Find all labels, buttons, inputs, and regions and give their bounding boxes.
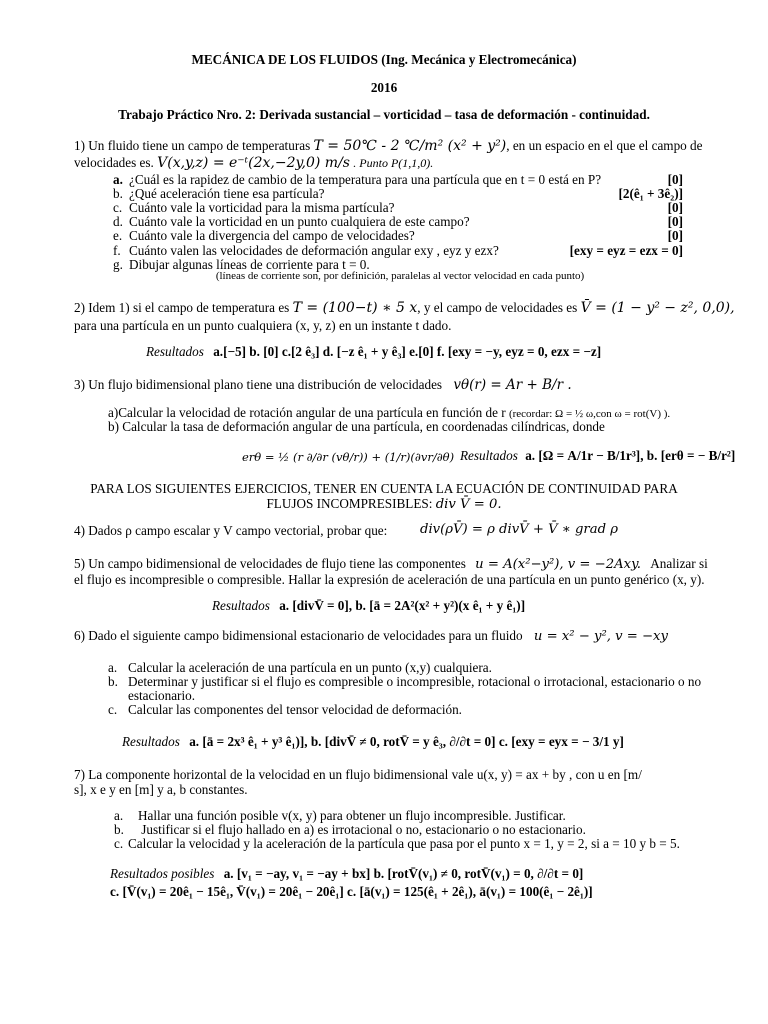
question-label: c.	[113, 200, 123, 216]
ex7-results-line1	[110, 866, 583, 883]
ex1-intro-text: 1) Un fluido tiene un campo de temperaturas	[74, 138, 311, 153]
ex6-item-b	[108, 674, 701, 691]
ex7-item-c-text: Calcular la velocidad y la aceleración de la partícula que pasa por el punto x = 1, y = 2, si a = 10 y b = 5.	[128, 836, 680, 851]
question-label: d.	[113, 214, 123, 230]
question-answer: [0]	[667, 214, 683, 230]
ex2-results	[146, 344, 601, 361]
ex2-text-a: 2) Idem 1) si el campo de temperatura es	[74, 300, 290, 315]
question-text: ¿Cuál es la rapidez de cambio de la temperatura para una partícula que en t = 0 está en P?	[129, 172, 602, 187]
ex7-results-line2: c. [V̄(v₁) = 20ê₁ − 15ê₁, V̄(v₁) = 20ê₁ − 20ê₁] c. [ā(v₁) = 125(ê₁ + 2ê₁), ā(v₁) = 100(ê₁ − 2ê₁)]	[110, 884, 593, 899]
ex6-item-c-label: c.	[108, 702, 118, 717]
ex6-intro	[74, 628, 668, 646]
ex3-item-a-text: a)Calcular la velocidad de rotación angular de una partícula en función de r	[108, 405, 506, 420]
question-text: Cuánto vale la divergencia del campo de velocidades?	[129, 228, 415, 244]
ex1-temperature-field: T = 50℃ - 2 ℃/m² (x² + y²)	[313, 138, 507, 154]
question-label: b.	[113, 186, 123, 202]
ex7-item-c	[114, 836, 680, 853]
question-label: e.	[113, 228, 123, 244]
ex7-item-a-label: a.	[114, 808, 124, 823]
ex7-results-values-1: a. [v₁ = −ay, v₁ = −ay + bx] b. [rotV̄(v₁) ≠ 0, rotV̄(v₁) = 0, ∂/∂t = 0]	[223, 866, 584, 881]
ex2-line2: para una partícula en un punto cualquiera (x, y, z) en un instante t dado.	[74, 318, 452, 333]
ex7-item-b-label: b.	[114, 822, 124, 837]
ex3-item-b: b) Calcular la tasa de deformación angular de una partícula, en coordenadas cilíndricas, donde	[108, 419, 605, 434]
ex5-results	[212, 598, 525, 615]
ex5-results-values: a. [divV̄ = 0], b. [ā = 2A²(x² + y²)(x ê₁ + y ê₁)]	[279, 598, 526, 613]
ex7-results-label: Resultados posibles	[110, 866, 215, 881]
ex6-item-c-text: Calcular las componentes del tensor velocidad de deformación.	[128, 702, 462, 717]
section-continuity-equation: div V̄ = 0.	[435, 497, 502, 512]
ex2-velocity-field: V̄ = (1 − y² − z², 0,0),	[580, 300, 735, 316]
question-text: Dibujar algunas líneas de corriente para t = 0.	[129, 256, 370, 272]
document-subtitle: Trabajo Práctico Nro. 2: Derivada sustancial – vorticidad – tasa de deformación - continuidad.	[118, 107, 650, 122]
ex1-note: (líneas de corriente son, por definición, paralelas al vector velocidad en cada punto)	[215, 270, 585, 282]
ex5-results-label: Resultados	[212, 598, 270, 613]
document-year: 2016	[370, 80, 398, 95]
question-label: g.	[113, 256, 123, 272]
ex1-intro-line2	[74, 155, 433, 173]
ex2-temperature-field: T = (100−t) ∗ 5 x	[292, 300, 418, 316]
question-answer: [0]	[667, 228, 683, 244]
ex6-item-a-label: a.	[108, 660, 118, 675]
ex7-line1: 7) La componente horizontal de la velocidad en un flujo bidimensional vale u(x, y) = ax + by , con u en [m/	[74, 767, 642, 782]
ex4-equation: div(ρV̄) = ρ divV̄ + V̄ ∗ grad ρ	[420, 522, 618, 537]
question-answer: [0]	[667, 200, 683, 216]
question-label: a.	[113, 172, 123, 187]
ex2-line1	[74, 300, 735, 318]
ex1-intro-line1	[74, 138, 703, 156]
ex7-item-b-text: Justificar si el flujo hallado en a) es irrotacional o no, estacionario o no estacionario.	[138, 822, 586, 837]
ex3-velocity-formula: vθ(r) = Ar + B/r .	[453, 377, 572, 393]
ex5-text-b: Analizar si	[650, 556, 708, 571]
ex6-item-b-label: b.	[108, 674, 118, 689]
question-text: Cuánto valen las velocidades de deformación angular exy , eyz y ezx?	[129, 242, 499, 258]
question-answer: [0]	[667, 172, 683, 187]
ex1-velocity-field: V(x,y,z) = e⁻ᵗ(2x,−2y,0) m/s	[157, 155, 350, 171]
document-title: MECÁNICA DE LOS FLUIDOS (Ing. Mecánica y Electromecánica)	[191, 52, 577, 67]
question-text: Cuánto vale la vorticidad para la misma partícula?	[129, 200, 395, 216]
ex3-results	[460, 448, 735, 465]
ex1-point: . Punto P(1,1,0).	[353, 156, 434, 170]
ex5-components: u = A(x²−y²), v = −2Axy.	[475, 557, 641, 572]
section-heading-text: FLUJOS INCOMPRESIBLES:	[266, 496, 433, 511]
ex2-results-label: Resultados	[146, 344, 204, 359]
ex6-item-b-cont: estacionario.	[128, 688, 196, 703]
question-text: Cuánto vale la vorticidad en un punto cualquiera de este campo?	[129, 214, 470, 230]
question-label: f.	[113, 242, 121, 258]
ex5-text-a: 5) Un campo bidimensional de velocidades de flujo tiene las componentes	[74, 556, 466, 571]
ex3-results-label: Resultados	[460, 448, 518, 463]
ex6-item-b-text: Determinar y justificar si el flujo es compresible o incompresible, rotacional o irrotacional, estacionario o no	[128, 674, 702, 689]
ex6-item-a-text: Calcular la aceleración de una partícula en un punto (x,y) cualquiera.	[128, 660, 492, 675]
ex2-text-b: , y el campo de velocidades es	[417, 300, 578, 315]
ex5-line1	[74, 556, 708, 574]
ex3-intro-text: 3) Un flujo bidimensional plano tiene una distribución de velocidades	[74, 377, 443, 392]
ex6-components: u = x² − y², v = −xy	[533, 629, 668, 644]
ex2-results-values: a.[−5] b. [0] c.[2 ê₃] d. [−z ê₁ + y ê₃] e.[0] f. [exy = −y, eyz = 0, ezx = −z]	[213, 344, 602, 359]
ex7-item-a-text: Hallar una función posible v(x, y) para obtener un flujo incompresible. Justificar.	[138, 808, 566, 823]
ex6-results	[122, 734, 624, 751]
ex6-results-values: a. [ā = 2x³ ê₁ + y³ ê₁)], b. [divV̄ ≠ 0, rotV̄ = y ê₃, ∂/∂t = 0] c. [exy = eyx = − 3/1 y]	[189, 734, 624, 749]
ex1-intro-text-c: velocidades es.	[74, 155, 154, 170]
section-heading-line1: PARA LOS SIGUIENTES EJERCICIOS, TENER EN CUENTA LA ECUACIÓN DE CONTINUIDAD PARA	[90, 481, 678, 496]
section-heading-line2	[0, 496, 768, 514]
ex6-results-label: Resultados	[122, 734, 180, 749]
ex3-item-a-hint: (recordar: Ω = ½ ω,con ω = rot(V) ).	[508, 408, 671, 420]
question-text: ¿Qué aceleración tiene esa partícula?	[129, 186, 325, 202]
ex1-intro-text-b: , en un espacio en el que el campo de	[506, 138, 703, 153]
ex7-line2: s], x e y en [m] y a, b constantes.	[74, 782, 248, 797]
ex3-strain-formula: erθ = ½ (r ∂/∂r (vθ/r)) + (1/r)(∂vr/∂θ)	[242, 450, 455, 464]
ex5-line2: el flujo es incompresible o compresible. Hallar la expresión de aceleración de una partícula en un punto genérico (x, y).	[74, 572, 705, 587]
question-answer: [2(ê₁ + 3ê₂)]	[618, 186, 683, 202]
ex7-item-c-label: c.	[114, 836, 124, 851]
ex6-intro-text: 6) Dado el siguiente campo bidimensional estacionario de velocidades para un fluido	[74, 628, 523, 643]
ex4-text: 4) Dados ρ campo escalar y V campo vectorial, probar que:	[74, 523, 388, 538]
question-answer: [exy = eyz = ezx = 0]	[569, 242, 683, 258]
ex3-results-values: a. [Ω = A/1r − B/1r³], b. [erθ = − B/r²]	[525, 448, 736, 463]
ex6-item-c	[108, 702, 462, 719]
ex3-intro	[74, 377, 572, 394]
